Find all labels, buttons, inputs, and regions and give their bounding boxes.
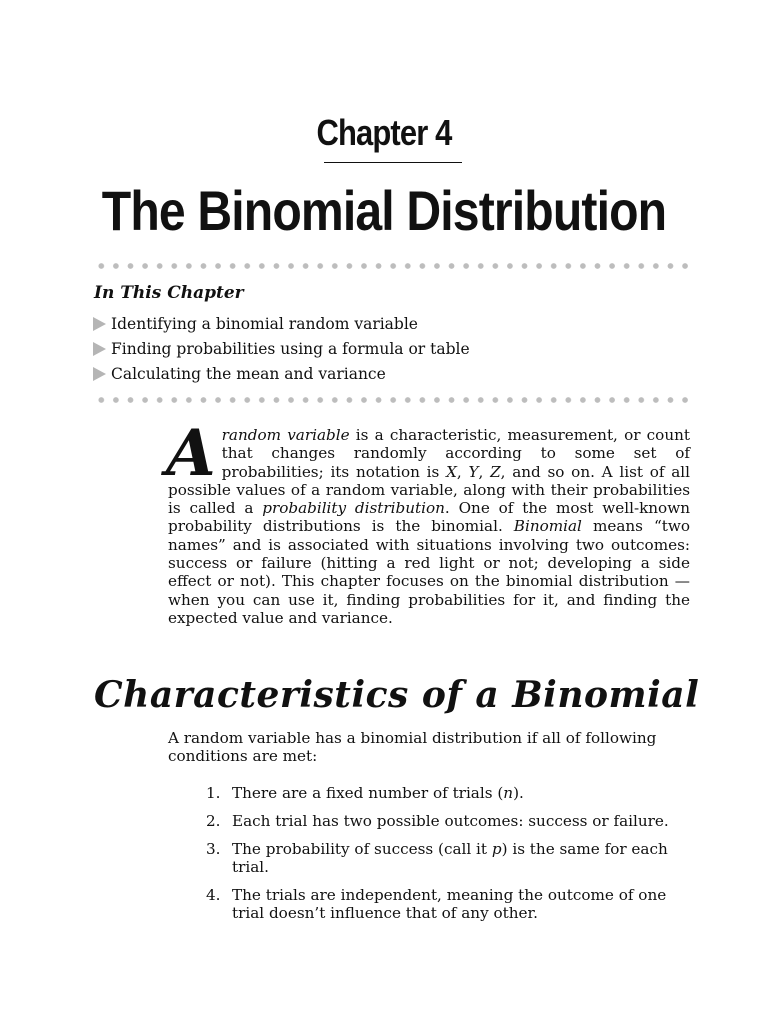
list-item <box>93 311 470 336</box>
chapter-title: The Binomial Distribution <box>101 179 667 242</box>
condition-item <box>206 840 676 877</box>
intro-text <box>166 416 691 627</box>
condition-text <box>232 886 676 923</box>
italic-text: Y <box>468 462 479 481</box>
text-run: Each trial has two possible outcomes: success or failure. <box>232 811 669 830</box>
italic-text: X <box>446 462 457 481</box>
chapter-label: Chapter 4 <box>316 112 452 153</box>
condition-item <box>206 812 676 830</box>
condition-text <box>232 840 676 877</box>
drop-cap: A <box>166 416 216 491</box>
condition-item <box>206 784 676 802</box>
condition-number: 1. <box>206 784 221 802</box>
condition-item <box>206 886 676 923</box>
text-run: The probability of success (call it <box>232 839 492 858</box>
text-run: . One of the most well-known probability distributions is the binomial. <box>168 499 690 536</box>
text-run: , <box>456 462 469 481</box>
dotted-divider-top <box>94 262 694 270</box>
text-run: The trials are independent, meaning the outcome of one trial doesn’t influence that of any other. <box>232 885 667 922</box>
triangle-bullet-icon <box>93 317 106 331</box>
list-item-text: Identifying a binomial random variable <box>111 314 418 333</box>
section-intro: A random variable has a binomial distribution if all of following conditions are met: <box>168 729 657 766</box>
condition-number: 3. <box>206 839 221 858</box>
condition-number: 2. <box>206 811 221 830</box>
list-item-text: Finding probabilities using a formula or table <box>111 339 470 358</box>
text-run: There are a fixed number of trials ( <box>232 784 504 802</box>
text-run: ). <box>513 784 524 802</box>
italic-text: p <box>491 839 502 858</box>
triangle-bullet-icon <box>93 367 106 381</box>
in-this-chapter-list <box>93 311 470 386</box>
in-this-chapter-heading: In This Chapter <box>94 283 244 303</box>
condition-number: 4. <box>206 885 221 904</box>
italic-text: Z <box>490 462 501 481</box>
italic-text: Binomial <box>513 517 582 536</box>
list-item-text: Calculating the mean and variance <box>111 364 386 383</box>
condition-text <box>232 812 676 830</box>
text-run: , and so on. A list of all possible values of a random variable, along with their probabilities is called a <box>168 462 691 518</box>
italic-text: probability distribution <box>262 499 445 518</box>
list-item <box>93 361 470 386</box>
condition-text <box>232 784 676 802</box>
text-run: ) is the same for each trial. <box>232 839 668 876</box>
text-run: , <box>478 462 491 481</box>
italic-text: n <box>503 784 514 802</box>
conditions-list <box>206 784 676 932</box>
text-run: means “two names” and is associated with situations involving two outcomes: success or failure (hitting a red light or not; developing a side effect or not). This chapter focuses on the binomial distribution —when you can use it, finding probabilities for it, and finding the expected value and variance. <box>168 517 690 627</box>
intro-paragraph <box>166 416 691 627</box>
dotted-divider-bottom <box>94 396 694 404</box>
italic-text: random variable <box>221 426 350 444</box>
triangle-bullet-icon <box>93 342 106 356</box>
section-heading: Characteristics of a Binomial <box>94 674 700 716</box>
list-item <box>93 336 470 361</box>
chapter-label-underline <box>324 162 462 163</box>
text-run: is a characteristic, measurement, or count that changes randomly according to some set of probabilities; its notation is <box>221 426 690 481</box>
